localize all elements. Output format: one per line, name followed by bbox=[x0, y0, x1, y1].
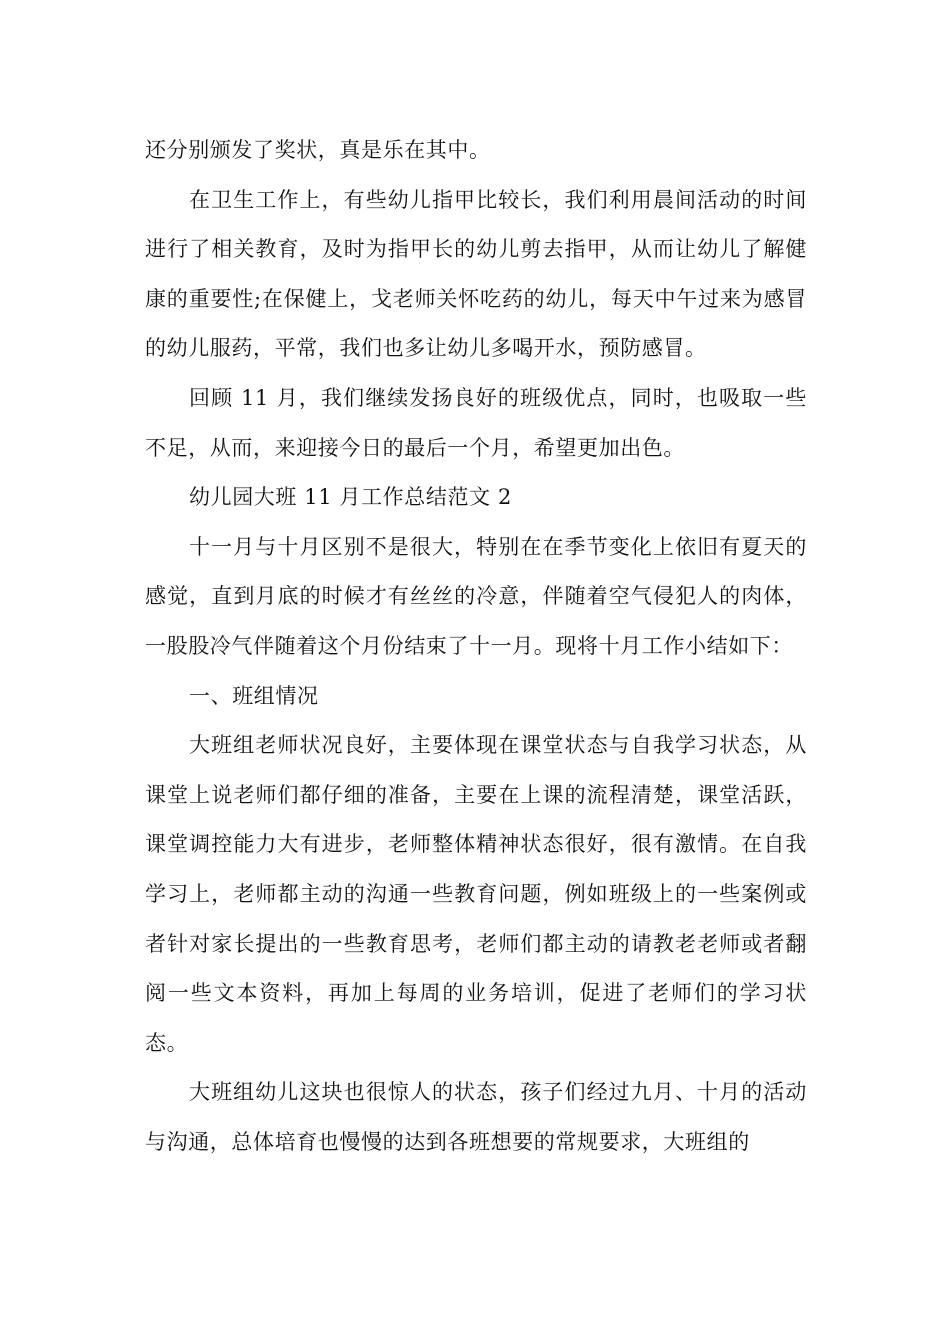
section-heading-class-group: 一、班组情况 bbox=[189, 683, 319, 708]
paragraph-teachers: 大班组老师状况良好，主要体现在课堂状态与自我学习状态，从课堂上说老师们都仔细的准备，主要在上课的流程清楚，课堂活跃，课堂调控能力大有进步，老师整体精神状态很好，很有激情。在自我学习上，老师都主动的沟通一些教育问题，例如班级上的一些案例或者针对家长提出的一些教育思考，老师们都主动的请教老老师或者翻阅一些文本资料，再加上每周的业务培训，促进了老师们的学习状态。 bbox=[145, 733, 807, 1055]
section-title: 幼儿园大班 11 月工作总结范文 2 bbox=[189, 485, 512, 510]
paragraph-intro: 十一月与十月区别不是很大，特别在在季节变化上依旧有夏天的感觉，直到月底的时候才有丝丝的冷意，伴随着空气侵犯人的肉体，一股股冷气伴随着这个月份结束了十一月。现将十月工作小结如下： bbox=[145, 534, 807, 658]
paragraph-award-continuation: 还分别颁发了奖状，真是乐在其中。 bbox=[145, 138, 491, 162]
paragraph-children: 大班组幼儿这块也很惊人的状态，孩子们经过九月、十月的活动与沟通，总体培育也慢慢的达到各班想要的常规要求，大班组的 bbox=[145, 1080, 807, 1154]
paragraph-review: 回顾 11 月，我们继续发扬良好的班级优点，同时，也吸取一些不足，从而，来迎接今日的最后一个月，希望更加出色。 bbox=[145, 385, 807, 460]
document-body bbox=[145, 126, 807, 1167]
paragraph-hygiene: 在卫生工作上，有些幼儿指甲比较长，我们利用晨间活动的时间进行了相关教育，及时为指甲长的幼儿剪去指甲，从而让幼儿了解健康的重要性;在保健上，戈老师关怀吃药的幼儿，每天中午过来为感冒的幼儿服药，平常，我们也多让幼儿多喝开水，预防感冒。 bbox=[145, 187, 807, 361]
